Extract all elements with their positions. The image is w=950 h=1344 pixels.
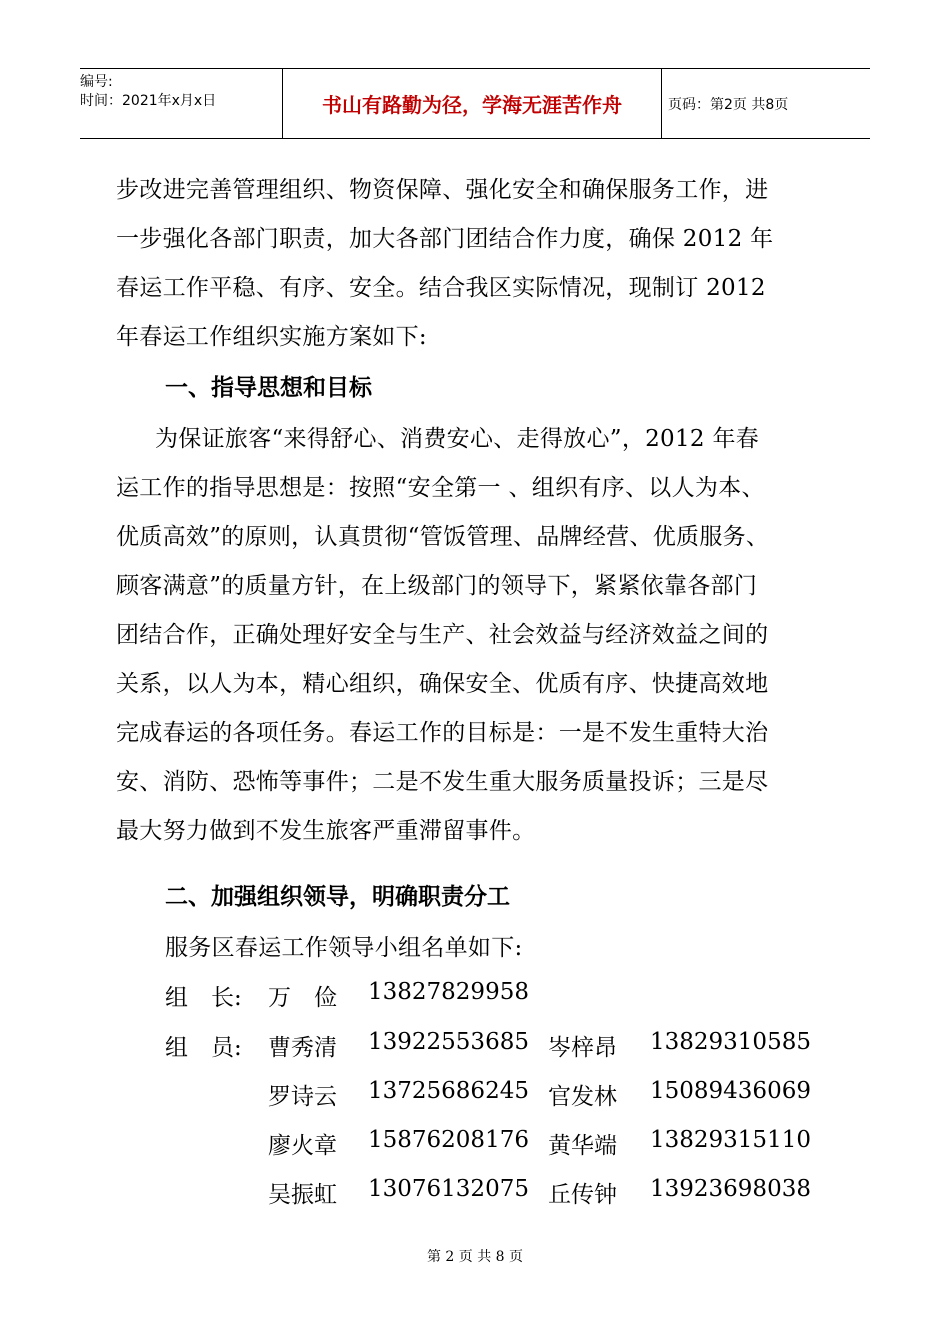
member-phone: 15089436069: [650, 1078, 811, 1104]
header-page-info: 页码：第2页 共8页: [668, 96, 789, 113]
body-line: 最大努力做到不发生旅客严重滞留事件。: [116, 818, 536, 844]
leader-label: 组 长:: [165, 985, 242, 1011]
member-phone: 15876208176: [368, 1127, 529, 1153]
date-label: 时间：2021年x月x日: [80, 93, 217, 109]
section-heading-2: 二、加强组织领导，明确职责分工: [165, 884, 510, 910]
body-line: 关系，以人为本，精心组织，确保安全、优质有序、快捷高效地: [116, 671, 769, 697]
body-line: 步改进完善管理组织、物资保障、强化安全和确保服务工作，进: [116, 177, 769, 203]
member-name: 黄华端: [548, 1133, 617, 1159]
header-motto: 书山有路勤为径，学海无涯苦作舟: [282, 69, 662, 138]
body-line: 运工作的指导思想是：按照“安全第一 、组织有序、以人为本、: [116, 475, 765, 501]
body-line: 完成春运的各项任务。春运工作的目标是：一是不发生重特大治: [116, 720, 769, 746]
header-table: [80, 68, 870, 139]
member-phone: 13922553685: [368, 1029, 529, 1055]
body-line: 顾客满意”的质量方针，在上级部门的领导下，紧紧依靠各部门: [116, 573, 758, 599]
member-phone: 13829315110: [650, 1127, 811, 1153]
member-name: 丘传钟: [548, 1182, 617, 1208]
member-name: 曹秀清: [268, 1035, 337, 1061]
body-line: 优质高效”的原则，认真贯彻“管饭管理、品牌经营、优质服务、: [116, 524, 770, 550]
member-label: 组 员:: [165, 1035, 242, 1061]
member-phone: 13923698038: [650, 1176, 811, 1202]
member-name: 官发林: [548, 1084, 617, 1110]
member-name: 廖火章: [268, 1133, 337, 1159]
body-line: 一步强化各部门职责，加大各部门团结合作力度，确保 2012 年: [116, 226, 774, 252]
number-label: 编号:: [80, 74, 113, 90]
body-line: 安、消防、恐怖等事件；二是不发生重大服务质量投诉；三是尽: [116, 769, 769, 795]
page-footer: 第 2 页 共 8 页: [426, 1249, 524, 1265]
body-line: 为保证旅客“来得舒心、消费安心、走得放心”，2012 年春: [155, 426, 760, 452]
body-line: 年春运工作组织实施方案如下:: [116, 324, 427, 350]
member-phone: 13829310585: [650, 1029, 811, 1055]
member-phone: 13725686245: [368, 1078, 529, 1104]
member-name: 罗诗云: [268, 1084, 337, 1110]
section-heading-1: 一、指导思想和目标: [165, 375, 372, 401]
member-name: 吴振虹: [268, 1182, 337, 1208]
body-line: 春运工作平稳、有序、安全。结合我区实际情况，现制订 2012: [116, 275, 766, 301]
member-name: 岑梓昂: [548, 1035, 617, 1061]
leader-name: 万 俭: [268, 985, 337, 1011]
body-line: 团结合作，正确处理好安全与生产、社会效益与经济效益之间的: [116, 622, 769, 648]
header-meta: [80, 69, 282, 138]
list-intro: 服务区春运工作领导小组名单如下:: [165, 935, 523, 961]
leader-phone: 13827829958: [368, 979, 529, 1005]
member-phone: 13076132075: [368, 1176, 529, 1202]
